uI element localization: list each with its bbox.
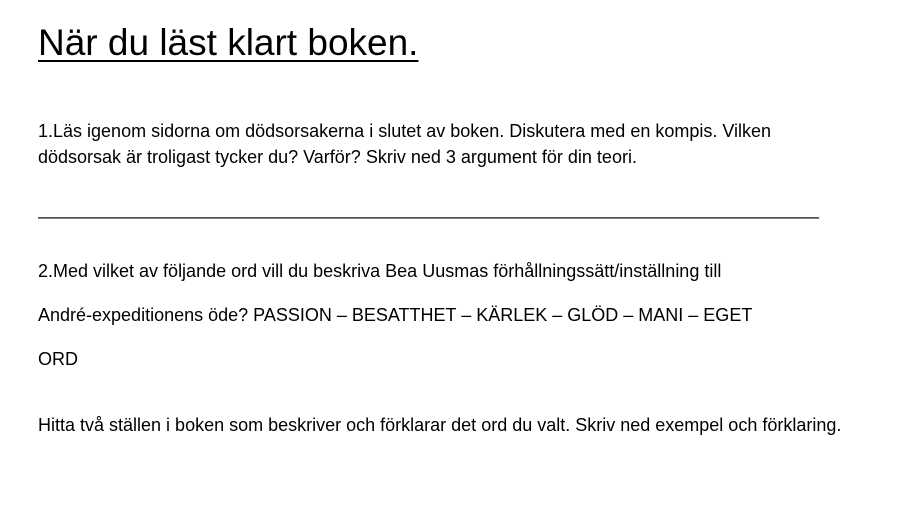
- question-1-text: 1.Läs igenom sidorna om dödsorsakerna i slutet av boken. Diskutera med en kompis. Vilken dödsorsak är troligast tycker du? Varför? Skriv ned 3 argument för din teori.: [38, 121, 772, 167]
- document-title: När du läst klart boken.: [38, 22, 419, 63]
- answer-line: ______________________________________________________________________________: [38, 199, 819, 219]
- question-2-line-2: André-expeditionens öde? PASSION – BESATTHET – KÄRLEK – GLÖD – MANI – EGET: [38, 305, 753, 325]
- question-2-line-3: ORD: [38, 349, 78, 369]
- question-2-followup-text: Hitta två ställen i boken som beskriver och förklarar det ord du valt. Skriv ned exempel och förklaring.: [38, 415, 842, 435]
- question-2-line-1: 2.Med vilket av följande ord vill du beskriva Bea Uusmas förhållningssätt/inställning till: [38, 261, 722, 281]
